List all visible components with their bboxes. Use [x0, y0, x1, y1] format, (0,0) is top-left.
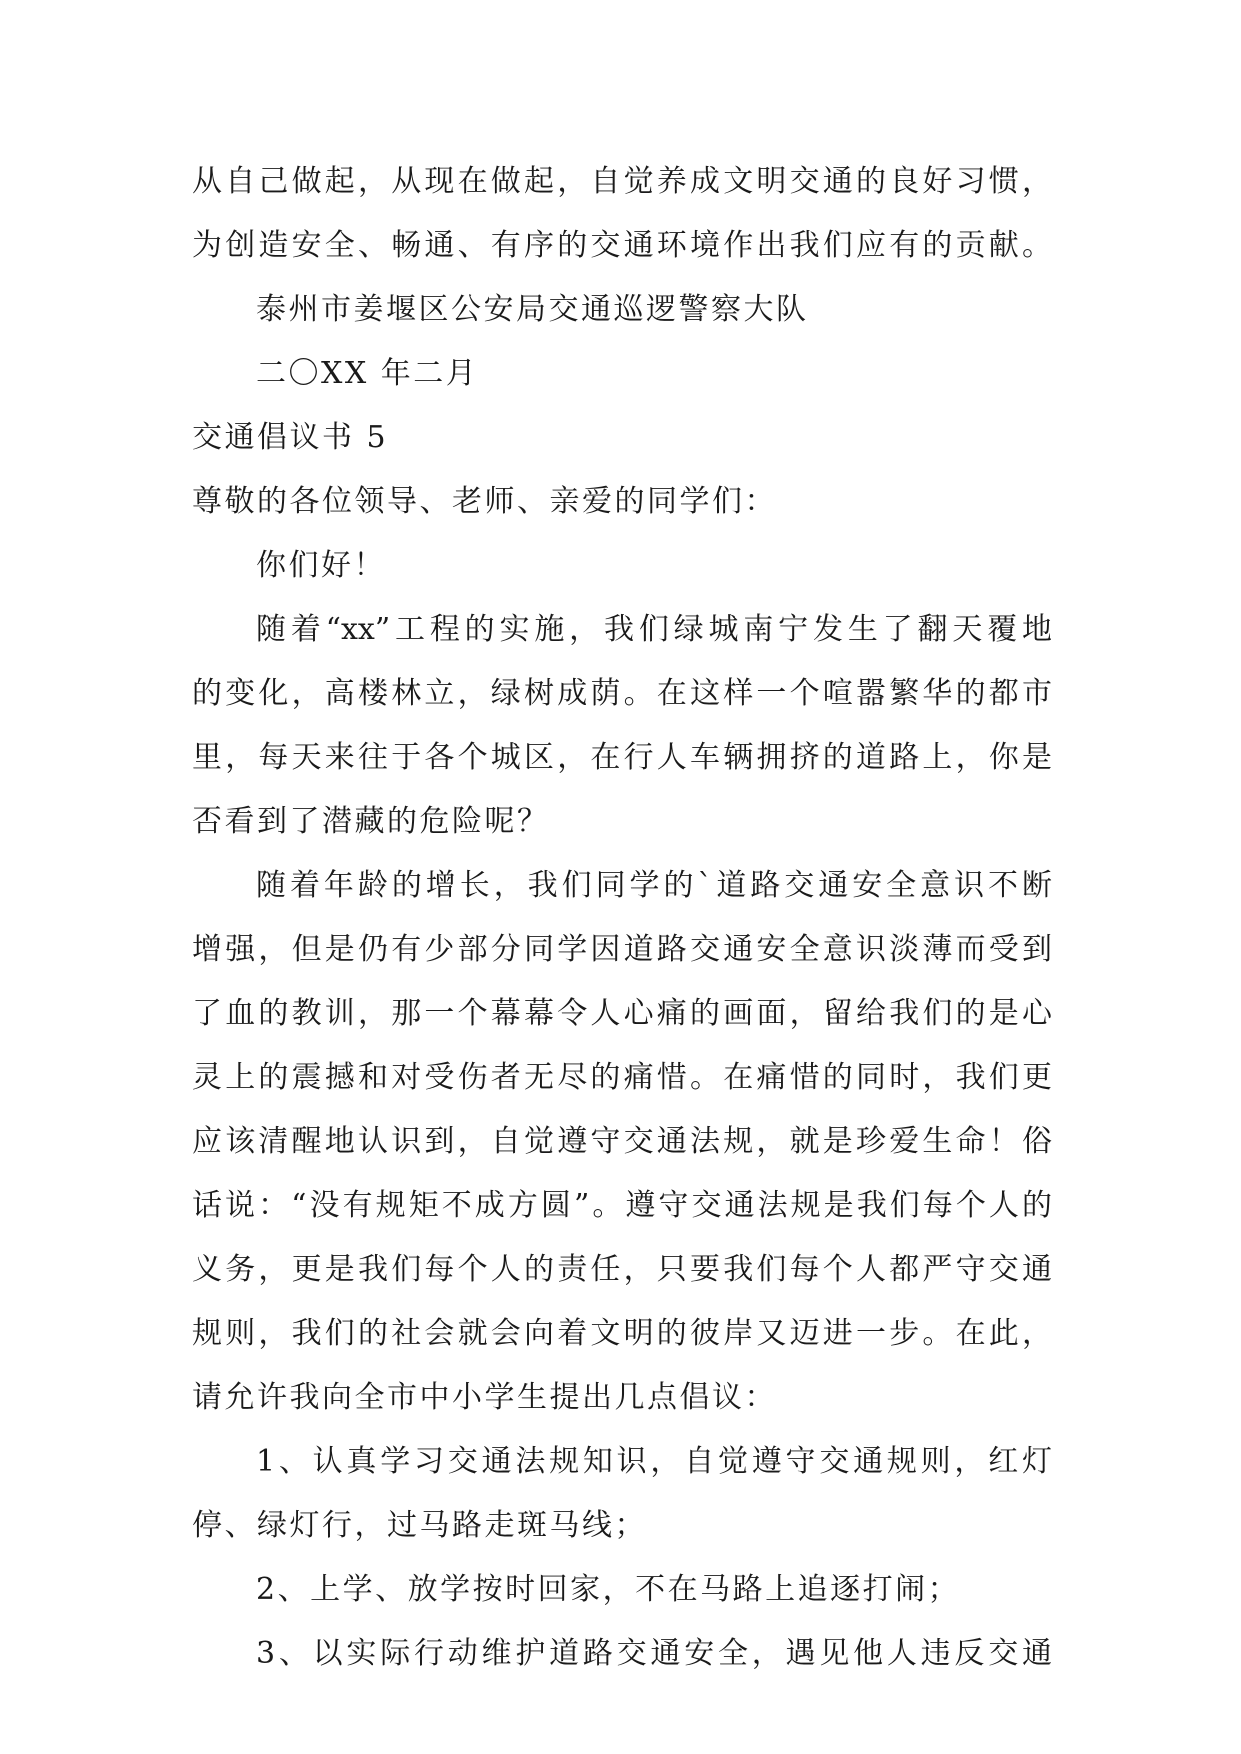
paragraph-line: 的变化，高楼林立，绿树成荫。在这样一个喧嚣繁华的都市	[192, 676, 1052, 711]
greeting: 你们好！	[256, 548, 386, 583]
paragraph-line: 增强，但是仍有少部分同学因道路交通安全意识淡薄而受到	[192, 932, 1052, 967]
paragraph-line: 随着“xx”工程的实施，我们绿城南宁发生了翻天覆地	[256, 612, 1052, 647]
paragraph-line: 义务，更是我们每个人的责任，只要我们每个人都严守交通	[192, 1252, 1052, 1287]
list-item: 1、认真学习交通法规知识，自觉遵守交通规则，红灯	[256, 1444, 1052, 1479]
signature-organization: 泰州市姜堰区公安局交通巡逻警察大队	[256, 292, 809, 327]
paragraph-line: 随着年龄的增长，我们同学的`道路交通安全意识不断	[256, 868, 1052, 903]
list-item: 3、以实际行动维护道路交通安全，遇见他人违反交通	[256, 1636, 1052, 1671]
paragraph-line: 规则，我们的社会就会向着文明的彼岸又迈进一步。在此，	[192, 1316, 1052, 1351]
list-item: 2、上学、放学按时回家，不在马路上追逐打闹；	[256, 1572, 961, 1607]
signature-date: 二〇XX 年二月	[256, 356, 479, 391]
salutation: 尊敬的各位领导、老师、亲爱的同学们：	[192, 484, 777, 519]
paragraph-line: 了血的教训，那一个幕幕令人心痛的画面，留给我们的是心	[192, 996, 1052, 1031]
paragraph-line: 否看到了潜藏的危险呢？	[192, 804, 550, 839]
document-body	[192, 150, 1052, 1686]
paragraph-line: 里，每天来往于各个城区，在行人车辆拥挤的道路上，你是	[192, 740, 1052, 775]
paragraph-line: 请允许我向全市中小学生提出几点倡议：	[192, 1380, 777, 1415]
paragraph-line: 话说：“没有规矩不成方圆”。遵守交通法规是我们每个人的	[192, 1188, 1052, 1223]
paragraph-line: 应该清醒地认识到，自觉遵守交通法规，就是珍爱生命！俗	[192, 1124, 1052, 1159]
paragraph-line: 为创造安全、畅通、有序的交通环境作出我们应有的贡献。	[192, 228, 1052, 263]
paragraph-line: 灵上的震撼和对受伤者无尽的痛惜。在痛惜的同时，我们更	[192, 1060, 1052, 1095]
paragraph-line: 从自己做起，从现在做起，自觉养成文明交通的良好习惯，	[192, 164, 1052, 199]
section-title: 交通倡议书 5	[192, 420, 389, 455]
list-item-continuation: 停、绿灯行，过马路走斑马线；	[192, 1508, 647, 1543]
